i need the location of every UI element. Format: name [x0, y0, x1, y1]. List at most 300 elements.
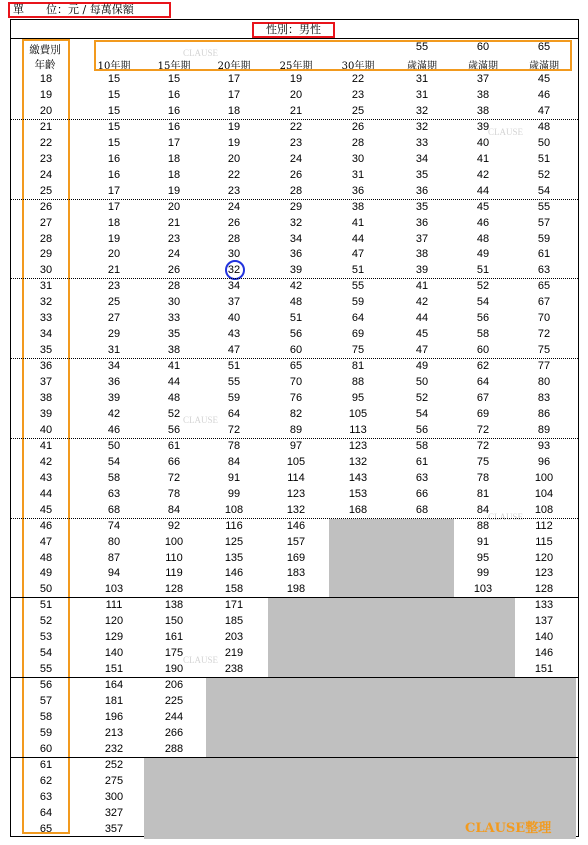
premium-cell: 238 [224, 663, 244, 676]
table-row [0, 455, 588, 470]
table-row [0, 758, 588, 773]
premium-cell: 38 [476, 104, 490, 117]
premium-cell: 93 [537, 439, 551, 452]
premium-cell: 61 [537, 248, 551, 261]
premium-cell: 300 [104, 790, 124, 803]
age-cell: 51 [39, 599, 53, 612]
premium-cell: 78 [227, 439, 241, 452]
premium-cell: 82 [289, 407, 303, 420]
premium-cell: 69 [476, 407, 490, 420]
premium-cell: 15 [107, 88, 121, 101]
term-header-outline [94, 40, 572, 71]
premium-cell: 129 [104, 631, 124, 644]
age-cell: 35 [39, 344, 53, 357]
age-cell: 39 [39, 407, 53, 420]
premium-cell: 95 [351, 392, 365, 404]
premium-cell: 17 [227, 73, 241, 85]
premium-cell: 244 [164, 711, 184, 723]
term-header-label: 15年期 [157, 61, 191, 72]
premium-cell: 25 [107, 296, 121, 309]
table-row [0, 184, 588, 199]
premium-cell: 61 [415, 455, 429, 468]
premium-cell: 39 [476, 120, 490, 133]
premium-cell: 33 [415, 136, 429, 149]
premium-cell: 140 [534, 631, 554, 644]
premium-cell: 15 [107, 104, 121, 117]
premium-cell: 55 [227, 376, 241, 389]
premium-cell: 46 [537, 88, 551, 101]
premium-cell: 128 [164, 583, 184, 596]
premium-cell: 21 [167, 216, 181, 229]
premium-cell: 72 [227, 423, 241, 436]
age-cell: 61 [39, 758, 53, 771]
premium-cell: 32 [289, 216, 303, 229]
table-row [0, 742, 588, 757]
premium-cell: 30 [167, 296, 181, 309]
premium-cell: 92 [167, 519, 181, 532]
premium-cell: 44 [351, 232, 365, 245]
premium-cell: 17 [227, 88, 241, 101]
premium-cell: 77 [537, 360, 551, 373]
group-divider [11, 677, 578, 678]
age-cell: 20 [39, 104, 53, 117]
watermark: CLAUSE [183, 48, 219, 58]
premium-cell: 36 [351, 184, 365, 197]
premium-cell: 56 [476, 312, 490, 325]
premium-cell: 19 [227, 136, 241, 149]
premium-cell: 225 [164, 695, 184, 708]
table-row [0, 774, 588, 789]
term-header-label: 歲滿期 [529, 61, 559, 72]
premium-cell: 41 [167, 360, 181, 373]
age-cell: 44 [39, 487, 53, 500]
table-row [0, 423, 588, 438]
premium-cell: 55 [537, 200, 551, 213]
premium-cell: 55 [351, 280, 365, 293]
premium-cell: 288 [164, 742, 184, 755]
premium-cell: 51 [289, 312, 303, 325]
premium-cell: 137 [534, 615, 554, 628]
table-row [0, 247, 588, 262]
watermark: CLAUSE [183, 655, 219, 665]
term-header-label: 歲滿期 [407, 61, 437, 72]
premium-cell: 78 [167, 487, 181, 500]
premium-cell: 196 [104, 711, 124, 723]
premium-cell: 43 [227, 328, 241, 341]
table-row [0, 327, 588, 342]
premium-cell: 49 [415, 360, 429, 373]
premium-cell: 18 [167, 152, 181, 165]
age-cell: 32 [39, 296, 53, 309]
group-divider [11, 199, 578, 200]
premium-cell: 171 [224, 599, 244, 612]
gender-label: 性別：男性 [252, 22, 335, 38]
age-header-line1: 繳費別 [29, 44, 61, 56]
premium-cell: 143 [348, 471, 368, 484]
premium-cell: 78 [476, 471, 490, 484]
premium-cell: 45 [415, 328, 429, 341]
premium-cell: 67 [537, 296, 551, 309]
premium-cell: 34 [107, 360, 121, 373]
table-row [0, 471, 588, 486]
premium-cell: 206 [164, 679, 184, 692]
premium-cell: 60 [476, 344, 490, 357]
premium-cell: 72 [537, 328, 551, 341]
premium-cell: 111 [105, 599, 123, 612]
premium-cell: 20 [107, 248, 121, 261]
premium-cell: 135 [224, 551, 244, 564]
table-row [0, 104, 588, 119]
premium-cell: 25 [351, 104, 365, 117]
premium-cell: 31 [415, 88, 429, 101]
premium-cell: 99 [227, 487, 241, 500]
premium-cell: 158 [224, 583, 244, 596]
premium-cell: 51 [351, 264, 365, 277]
premium-cell: 100 [534, 471, 554, 484]
term-header-label: 30年期 [341, 61, 375, 72]
premium-cell: 64 [351, 312, 365, 325]
premium-cell: 183 [286, 567, 306, 580]
premium-cell: 108 [224, 503, 244, 516]
age-header-line2: 年齡 [34, 59, 56, 71]
group-divider [11, 278, 578, 279]
premium-cell: 26 [227, 216, 241, 229]
premium-cell: 32 [227, 264, 241, 277]
age-cell: 64 [39, 806, 53, 819]
premium-cell: 64 [227, 407, 241, 420]
premium-cell: 23 [167, 232, 181, 245]
premium-cell: 46 [476, 216, 490, 229]
premium-cell: 28 [227, 232, 241, 245]
table-row [0, 168, 588, 183]
premium-cell: 39 [107, 392, 121, 404]
premium-cell: 75 [476, 455, 490, 468]
term-header-label: 10年期 [97, 61, 131, 72]
premium-cell: 20 [227, 152, 241, 165]
age-cell: 26 [39, 200, 53, 213]
age-cell: 49 [39, 567, 53, 580]
premium-cell: 52 [537, 168, 551, 181]
age-cell: 36 [39, 360, 53, 373]
table-row [0, 710, 588, 725]
premium-cell: 38 [415, 248, 429, 261]
premium-cell: 56 [289, 328, 303, 341]
premium-cell: 37 [476, 73, 490, 85]
premium-cell: 50 [415, 376, 429, 389]
premium-cell: 24 [289, 152, 303, 165]
group-divider [11, 438, 578, 439]
premium-cell: 42 [289, 280, 303, 293]
premium-cell: 37 [227, 296, 241, 309]
premium-cell: 58 [107, 471, 121, 484]
premium-cell: 58 [476, 328, 490, 341]
premium-cell: 175 [164, 647, 184, 660]
premium-cell: 146 [286, 519, 306, 532]
premium-cell: 84 [167, 503, 181, 516]
age-cell: 33 [39, 312, 53, 325]
premium-cell: 100 [164, 535, 184, 548]
watermark: CLAUSE [488, 512, 524, 522]
premium-cell: 327 [104, 806, 124, 819]
premium-cell: 27 [107, 312, 121, 325]
premium-cell: 16 [167, 88, 181, 101]
premium-cell: 67 [476, 392, 490, 404]
table-row [0, 311, 588, 326]
premium-cell: 38 [476, 88, 490, 101]
premium-cell: 91 [476, 535, 490, 548]
premium-cell: 75 [537, 344, 551, 357]
premium-cell: 24 [167, 248, 181, 261]
table-row [0, 726, 588, 741]
age-cell: 62 [39, 774, 53, 787]
premium-cell: 23 [289, 136, 303, 149]
premium-cell: 164 [104, 679, 124, 692]
premium-cell: 16 [167, 104, 181, 117]
premium-cell: 105 [348, 407, 368, 420]
premium-cell: 32 [415, 120, 429, 133]
premium-cell: 81 [351, 360, 365, 373]
age-cell: 27 [39, 216, 53, 229]
premium-cell: 58 [415, 439, 429, 452]
premium-cell: 357 [104, 822, 124, 835]
premium-cell: 54 [537, 184, 551, 197]
age-cell: 47 [39, 535, 53, 548]
age-cell: 53 [39, 631, 53, 644]
premium-cell: 91 [227, 471, 241, 484]
premium-cell: 65 [537, 280, 551, 293]
age-cell: 28 [39, 232, 53, 245]
premium-cell: 151 [104, 663, 124, 676]
premium-cell: 35 [167, 328, 181, 341]
age-cell: 25 [39, 184, 53, 197]
premium-cell: 120 [104, 615, 124, 628]
premium-cell: 51 [476, 264, 490, 277]
premium-cell: 66 [415, 487, 429, 500]
premium-cell: 110 [165, 551, 183, 564]
premium-cell: 28 [289, 184, 303, 197]
premium-cell: 87 [107, 551, 121, 564]
premium-cell: 69 [351, 328, 365, 341]
premium-cell: 168 [348, 503, 368, 516]
premium-cell: 19 [227, 120, 241, 133]
premium-cell: 133 [534, 599, 554, 612]
clause-brand-mark: CLAUSE整理 [465, 821, 552, 836]
premium-cell: 46 [107, 423, 121, 436]
premium-cell: 32 [415, 104, 429, 117]
premium-cell: 161 [164, 631, 184, 644]
premium-cell: 54 [107, 455, 121, 468]
group-divider [11, 757, 578, 758]
premium-cell: 44 [476, 184, 490, 197]
premium-cell: 86 [537, 407, 551, 420]
premium-cell: 37 [415, 232, 429, 245]
premium-cell: 16 [107, 152, 121, 165]
premium-cell: 219 [224, 647, 244, 660]
premium-cell: 29 [107, 328, 121, 341]
premium-cell: 50 [537, 136, 551, 149]
premium-cell: 38 [167, 344, 181, 357]
table-row [0, 216, 588, 231]
watermark: CLAUSE [488, 127, 524, 137]
premium-cell: 16 [107, 168, 121, 181]
table-row [0, 790, 588, 805]
premium-cell: 232 [104, 742, 124, 755]
premium-cell: 64 [476, 376, 490, 389]
table-row [0, 566, 588, 581]
table-row [0, 439, 588, 454]
premium-cell: 203 [224, 631, 244, 644]
watermark: CLAUSE [183, 415, 219, 425]
premium-cell: 198 [286, 583, 306, 596]
premium-cell: 66 [167, 455, 181, 468]
premium-cell: 68 [107, 503, 121, 516]
term-header-label: 歲滿期 [468, 61, 498, 72]
premium-cell: 28 [167, 280, 181, 293]
age-cell: 54 [39, 647, 53, 660]
premium-cell: 47 [351, 248, 365, 261]
premium-cell: 26 [351, 120, 365, 133]
premium-cell: 140 [104, 647, 124, 660]
premium-cell: 36 [289, 248, 303, 261]
age-cell: 24 [39, 168, 53, 181]
premium-cell: 97 [289, 439, 303, 452]
age-cell: 41 [39, 439, 53, 452]
premium-cell: 22 [289, 120, 303, 133]
premium-cell: 26 [289, 168, 303, 181]
premium-cell: 36 [415, 184, 429, 197]
premium-cell: 181 [104, 695, 124, 708]
group-divider [11, 358, 578, 359]
premium-cell: 21 [107, 264, 121, 277]
premium-cell: 59 [227, 392, 241, 404]
term-header-label: 25年期 [279, 61, 313, 72]
premium-cell: 28 [351, 136, 365, 149]
premium-cell: 34 [227, 280, 241, 293]
premium-cell: 52 [167, 407, 181, 420]
premium-cell: 112 [535, 519, 553, 532]
premium-cell: 52 [476, 280, 490, 293]
age-cell: 52 [39, 615, 53, 628]
table-row [0, 694, 588, 709]
age-cell: 55 [39, 663, 53, 676]
premium-cell: 115 [535, 535, 553, 548]
table-row [0, 232, 588, 247]
premium-cell: 31 [415, 73, 429, 85]
age-cell: 45 [39, 503, 53, 516]
age-cell: 40 [39, 423, 53, 436]
premium-cell: 70 [537, 312, 551, 325]
age-cell: 23 [39, 152, 53, 165]
table-row [0, 359, 588, 374]
premium-cell: 41 [351, 216, 365, 229]
unit-label: 單 位：元 / 每萬保額 [8, 2, 171, 18]
age-cell: 63 [39, 790, 53, 803]
premium-cell: 63 [107, 487, 121, 500]
term-header-top: 65 [537, 41, 551, 53]
premium-cell: 95 [476, 551, 490, 564]
table-row [0, 200, 588, 215]
premium-cell: 59 [351, 296, 365, 309]
table-row [0, 343, 588, 358]
premium-cell: 80 [537, 376, 551, 389]
premium-cell: 84 [227, 455, 241, 468]
premium-cell: 56 [415, 423, 429, 436]
premium-cell: 36 [415, 216, 429, 229]
premium-cell: 62 [476, 360, 490, 373]
premium-cell: 22 [351, 73, 365, 85]
premium-cell: 120 [534, 551, 554, 564]
premium-cell: 51 [537, 152, 551, 165]
premium-cell: 89 [537, 423, 551, 436]
premium-cell: 18 [107, 216, 121, 229]
premium-cell: 17 [167, 136, 181, 149]
group-divider [11, 518, 578, 519]
premium-cell: 96 [537, 455, 551, 468]
premium-cell: 59 [537, 232, 551, 245]
age-cell: 29 [39, 248, 53, 261]
age-cell: 30 [39, 264, 53, 277]
premium-cell: 132 [286, 503, 306, 516]
premium-cell: 40 [476, 136, 490, 149]
premium-cell: 169 [286, 551, 306, 564]
table-row [0, 88, 588, 103]
premium-cell: 146 [224, 567, 244, 580]
age-cell: 18 [39, 73, 53, 85]
premium-cell: 45 [537, 73, 551, 85]
premium-cell: 31 [107, 344, 121, 357]
premium-cell: 266 [164, 726, 184, 739]
premium-cell: 49 [476, 248, 490, 261]
premium-cell: 23 [227, 184, 241, 197]
premium-cell: 17 [107, 184, 121, 197]
premium-cell: 213 [104, 726, 124, 739]
premium-cell: 76 [289, 392, 303, 404]
premium-cell: 61 [167, 439, 181, 452]
highlight-circle [225, 260, 245, 280]
premium-cell: 19 [107, 232, 121, 245]
age-cell: 34 [39, 328, 53, 341]
premium-cell: 15 [107, 73, 121, 85]
premium-cell: 26 [167, 264, 181, 277]
premium-cell: 275 [104, 774, 124, 787]
premium-cell: 125 [224, 535, 244, 548]
premium-cell: 138 [164, 599, 184, 612]
table-row [0, 72, 588, 87]
premium-cell: 35 [415, 168, 429, 181]
premium-cell: 40 [227, 312, 241, 325]
premium-cell: 63 [415, 471, 429, 484]
table-row [0, 678, 588, 693]
premium-cell: 116 [225, 519, 243, 532]
premium-cell: 128 [534, 583, 554, 596]
premium-cell: 21 [289, 104, 303, 117]
premium-cell: 20 [167, 200, 181, 213]
premium-cell: 30 [227, 248, 241, 261]
premium-cell: 123 [534, 567, 554, 580]
premium-cell: 99 [476, 567, 490, 580]
premium-cell: 39 [415, 264, 429, 277]
premium-cell: 35 [415, 200, 429, 213]
premium-cell: 29 [289, 200, 303, 213]
table-row [0, 598, 588, 613]
premium-cell: 80 [107, 535, 121, 548]
premium-cell: 45 [476, 200, 490, 213]
table-row [0, 662, 588, 677]
premium-cell: 17 [107, 200, 121, 213]
premium-cell: 94 [107, 567, 121, 580]
premium-cell: 104 [534, 487, 554, 500]
premium-cell: 42 [476, 168, 490, 181]
